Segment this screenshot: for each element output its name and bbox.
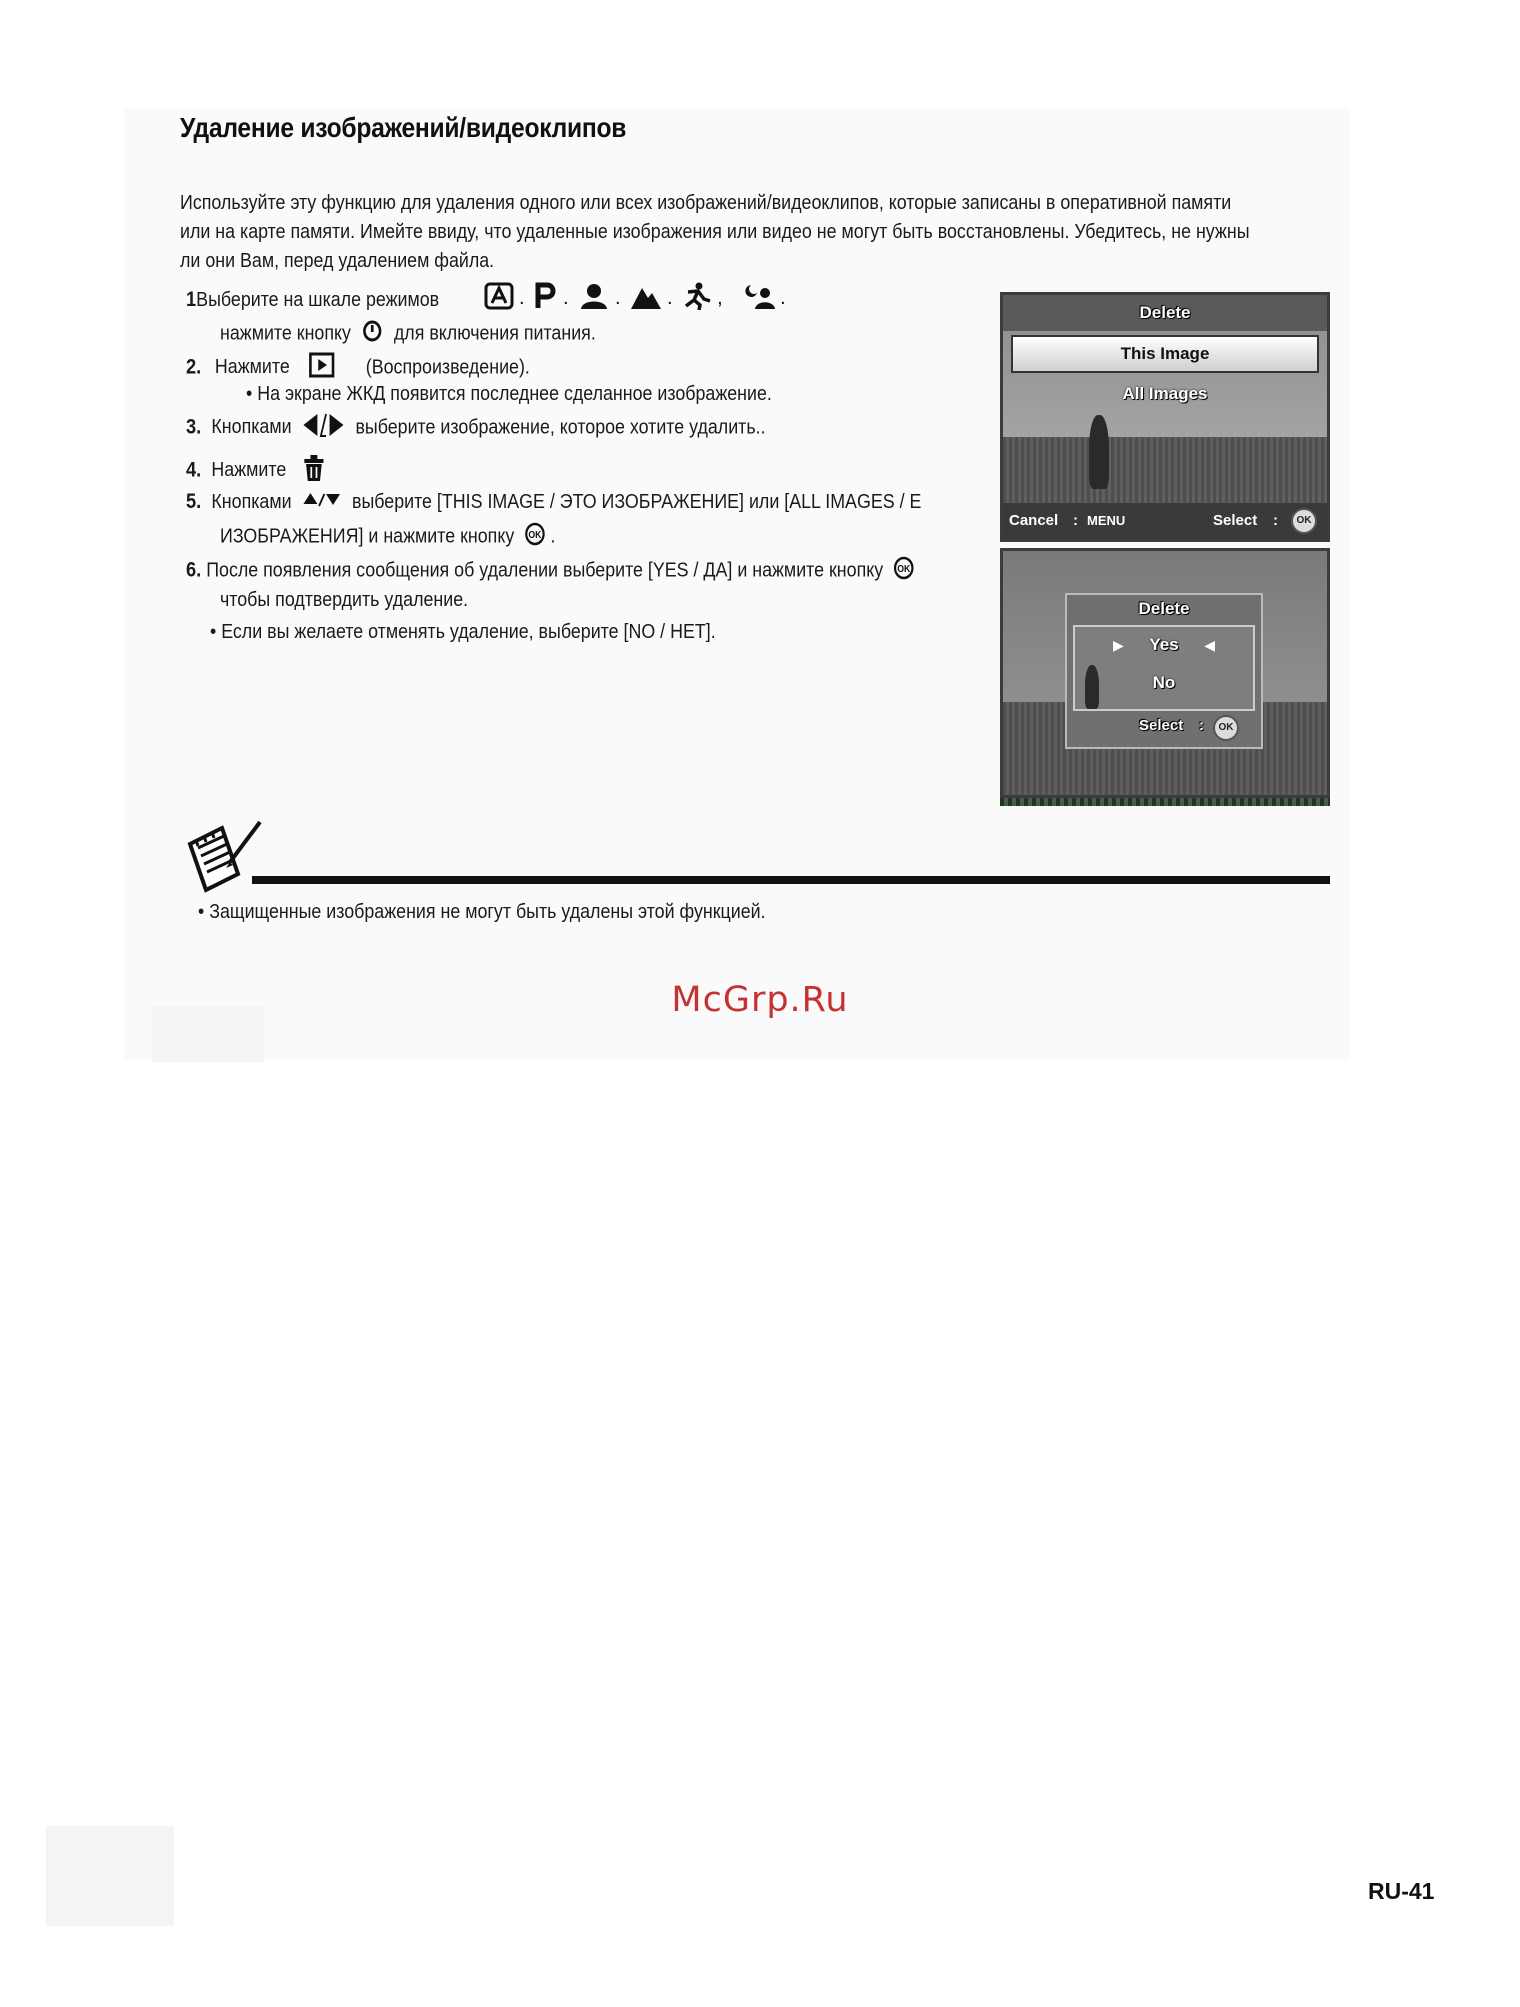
- trash-icon: [303, 454, 324, 488]
- ok-icon: OK: [1291, 508, 1317, 534]
- lcd-menu-bar: [1003, 503, 1327, 539]
- page-number: RU-41: [1368, 1878, 1435, 1904]
- step-1: [186, 288, 477, 312]
- step-5-text-c: ИЗОБРАЖЕНИЯ] и нажмите кнопку: [220, 524, 515, 548]
- cancel-key: MENU: [1087, 513, 1126, 528]
- step-1-text: Выберите на шкале режимов: [196, 288, 440, 311]
- watermark: McGrp.Ru: [671, 980, 849, 1020]
- step-3-number: 3.: [186, 415, 202, 439]
- power-icon: [363, 320, 382, 348]
- landscape-mode-icon: [630, 282, 662, 315]
- step-6-bullet: • Если вы желаете отменять удаление, выберите [NO / НЕТ].: [210, 620, 716, 643]
- step-2-number: 2.: [186, 355, 202, 379]
- select-separator: :: [1273, 512, 1278, 529]
- menu-item-all-images[interactable]: All Images: [1122, 384, 1208, 403]
- step-2-bullet: • На экране ЖКД появится последнее сделанное изображение.: [246, 382, 772, 405]
- step-3-text-b: выберите изображение, которое хотите удалить..: [355, 415, 766, 439]
- mode-icons: . . . . , .: [484, 282, 786, 315]
- intro-paragraph: Используйте эту функцию для удаления одного или всех изображений/видеоклипов, которые записаны в оперативной памяти или на карте памяти. Имейте ввиду, что удаленные изображения или видео не могут быть восстановлены. Убедитесь, не нужны ли они Вам, перед удалением файла.: [180, 191, 1250, 272]
- page-title: Удаление изображений/видеоклипов: [180, 112, 627, 143]
- portrait-mode-icon: [578, 282, 610, 315]
- ok-button-icon: [893, 556, 914, 586]
- menu-item-this-image[interactable]: This Image: [1011, 335, 1319, 373]
- note-pad-icon: [186, 818, 266, 899]
- cancel-separator: :: [1073, 512, 1078, 529]
- note-divider: [252, 876, 1330, 884]
- step-4: [186, 454, 345, 488]
- playback-icon: [309, 352, 335, 384]
- step-1-number: 1: [186, 288, 197, 311]
- selector-left-icon: ◀: [1204, 637, 1215, 653]
- selector-right-icon: ▶: [1113, 637, 1124, 653]
- step-1-text-c: для включения питания.: [393, 321, 596, 345]
- step-3-text: Кнопками: [211, 415, 292, 439]
- svg-text:OK: OK: [897, 563, 911, 575]
- lcd-tree: [1089, 415, 1109, 489]
- step-4-number: 4.: [186, 458, 202, 482]
- faint-block-bottom: [46, 1826, 174, 1926]
- step-5-text: Кнопками: [211, 490, 292, 513]
- step-1-cont: [220, 320, 652, 348]
- step-1-text-b: нажмите кнопку: [220, 321, 351, 345]
- select-label: Select: [1213, 512, 1258, 529]
- ok-button-icon: [524, 522, 545, 552]
- step-6: [186, 556, 1023, 586]
- step-5-text-b: выберите [THIS IMAGE / ЭТО ИЗОБРАЖЕНИЕ] или [ALL IMAGES / E: [351, 490, 922, 513]
- step-5-cont: [220, 522, 606, 552]
- step-6-number: 6.: [186, 558, 202, 582]
- step-5-text-d: .: [550, 524, 556, 548]
- step-4-text: Нажмите: [211, 458, 287, 482]
- step-5-number: 5.: [186, 490, 202, 513]
- note-text: • Защищенные изображения не могут быть удалены этой функцией.: [198, 900, 766, 923]
- auto-mode-icon: [484, 282, 514, 315]
- option-no[interactable]: No: [1152, 673, 1176, 692]
- step-5: [186, 490, 1031, 516]
- option-yes[interactable]: Yes: [1149, 635, 1179, 654]
- step-2-text: Нажмите: [214, 355, 290, 379]
- cancel-label: Cancel: [1009, 512, 1059, 529]
- lcd-screen-delete-menu: [1000, 292, 1330, 542]
- program-mode-icon: [534, 282, 558, 315]
- lcd-menu-title: Delete: [1139, 303, 1191, 322]
- select-separator: :: [1199, 717, 1204, 734]
- left-right-arrows-icon: [302, 412, 346, 444]
- confirm-dialog-title: Delete: [1138, 599, 1190, 618]
- lcd-screen-delete-confirm: [1000, 548, 1330, 798]
- step-6-cont: чтобы подтвердить удаление.: [220, 588, 469, 611]
- svg-text:OK: OK: [528, 529, 542, 541]
- step-2-text-b: (Воспроизведение).: [365, 355, 530, 379]
- up-down-arrows-icon: [302, 490, 342, 516]
- sports-mode-icon: [682, 282, 712, 315]
- confirm-dialog: [1065, 593, 1263, 749]
- step-6-text: После появления сообщения об удалении выберите [YES / ДА] и нажмите кнопку: [206, 558, 884, 582]
- step-3: [186, 412, 852, 444]
- ok-icon: OK: [1213, 715, 1239, 741]
- select-label: Select: [1139, 717, 1184, 734]
- step-2: [186, 352, 581, 384]
- screen-bottom-strip: [1000, 798, 1330, 806]
- confirm-options: [1073, 625, 1255, 711]
- night-portrait-mode-icon: [745, 282, 777, 315]
